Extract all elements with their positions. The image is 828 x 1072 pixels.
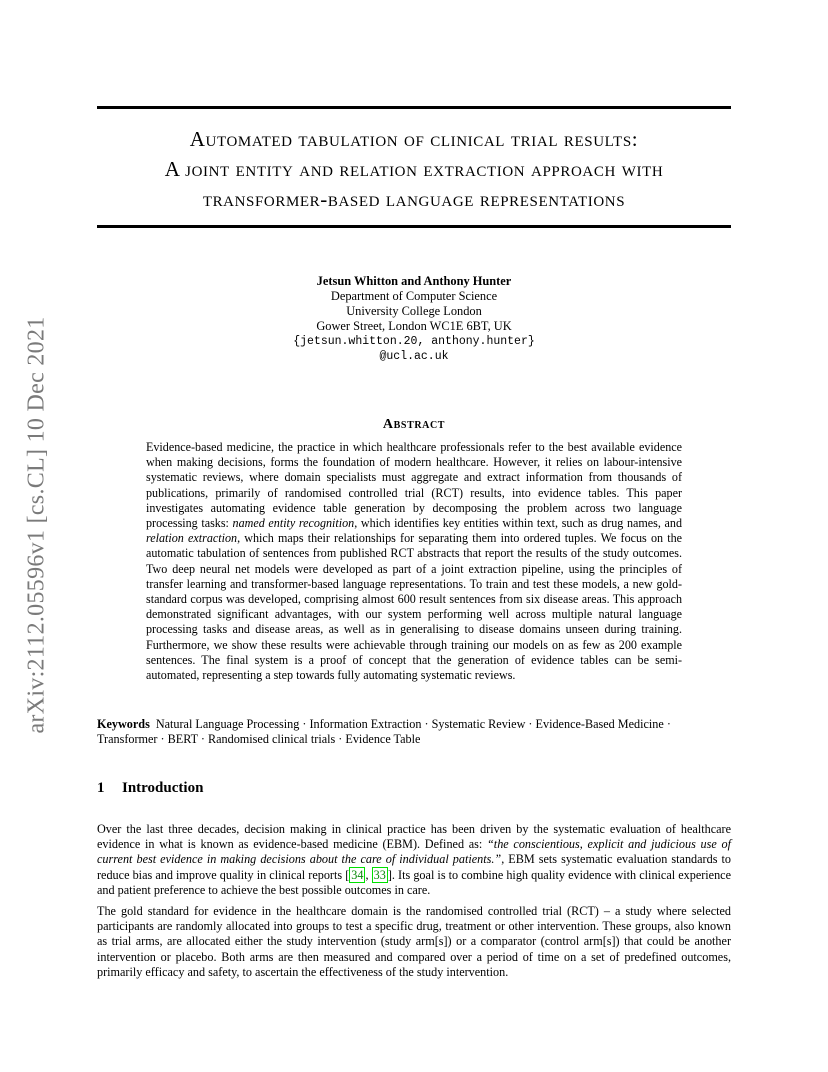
p1-bracket-open: [ (345, 867, 350, 882)
section-number: 1 (97, 780, 105, 796)
citation-link-33[interactable]: 33 (373, 867, 386, 882)
abstract-body (146, 440, 682, 683)
keywords-label: Keywords (97, 717, 150, 731)
title-line-2: A joint entity and relation extraction approach with (164, 157, 664, 181)
p1-quote: “the conscientious, explicit and judicious use of current best evidence in making decisions about the care of individual patients.” (97, 837, 731, 867)
intro-paragraph-2: The gold standard for evidence in the healthcare domain is the randomised controlled trial (RCT) – a study where selected participants are randomly allocated into groups to test a specific drug, treatment or other intervention. These groups, also known as trial arms, are allocated either the study intervention (study arm[s]) or a comparator (control arm[s]) that could be another intervention or placebo. Both arms are then measured and compared over a period of time on a set of predefined outcomes, primarily efficacy and safety, to ascertain the effectiveness of the study intervention. (97, 904, 731, 979)
keywords-block (97, 717, 731, 748)
title-bottom-rule (97, 225, 731, 228)
title-line-1: Automated tabulation of clinical trial results: (189, 127, 639, 151)
author-names: Jetsun Whitton and Anthony Hunter (316, 274, 512, 288)
author-emails-line-1: {jetsun.whitton.20, anthony.hunter} (293, 335, 535, 348)
abstract-text-2: , which identifies key entities within text, such as drug names, and (354, 516, 683, 531)
intro-paragraph-1 (97, 822, 731, 898)
abstract-emphasis-ner: named entity recognition (232, 516, 355, 531)
title-top-rule (97, 106, 731, 109)
p1-text-2: , EBM sets systematic evaluation standards to reduce bias and improve quality in clinical reports (97, 852, 731, 882)
abstract-text-1: Evidence-based medicine, the practice in which healthcare professionals refer to the best available evidence when making decisions, forms the foundation of modern healthcare. However, it relies on labour-intensive systematic reviews, where domain specialists must aggregate and extract information from thousands of publications, primarily of randomised controlled trial (RCT) results, into evidence tables. This paper investigates automating evidence table generation by decomposing the problem across two language processing tasks: (146, 440, 682, 531)
p1-text-3: . Its goal is to combine high quality evidence with clinical experience and patient preference to achieve the best possible outcomes in care. (97, 867, 732, 897)
p1-bracket-close: ] (387, 867, 392, 882)
author-address: Gower Street, London WC1E 6BT, UK (316, 319, 512, 333)
author-block (97, 274, 731, 364)
abstract-text-3: , which maps their relationships for separating them into ordered tuples. We focus on the automatic tabulation of sentences from published RCT abstracts that report the results of the study outcomes. Two deep neural net models were developed as part of a joint extraction pipeline, using the principles of transfer learning and transformer-based language representations. To train and test these models, a new gold-standard corpus was developed, comprising almost 600 result sentences from six disease areas. This approach demonstrated significant advantages, with our system performing well across multiple natural language processing tasks and disease areas, as well as in generalising to disease domains unseen during training. Furthermore, we show these results were achievable through training our models on as few as 200 example sentences. The final system is a proof of concept that the generation of evidence tables can be semi-automated, representing a step towards fully automating systematic reviews. (146, 531, 682, 683)
arxiv-identifier: arXiv:2112.05596v1 [cs.CL] 10 Dec 2021 (23, 316, 50, 734)
section-title: Introduction (122, 780, 204, 796)
abstract-emphasis-re: relation extraction (146, 531, 238, 546)
section-heading-introduction (97, 780, 203, 797)
citation-link-34[interactable]: 34 (351, 867, 364, 882)
p1-cite-separator: , (365, 867, 372, 882)
arxiv-sidebar (0, 0, 80, 1072)
title-line-3: transformer-based language representations (202, 187, 626, 211)
author-emails-line-2: @ucl.ac.uk (379, 350, 449, 363)
author-department: Department of Computer Science (330, 289, 498, 303)
paper-title (97, 124, 731, 214)
keywords-text: Natural Language Processing · Information Extraction · Systematic Review · Evidence-Based Medicine · Transformer · BERT · Randomised clinical trials · Evidence Table (97, 717, 671, 747)
p1-text-1: Over the last three decades, decision making in clinical practice has been driven by the systematic evaluation of healthcare evidence in what is known as evidence-based medicine (EBM). Defined as: (97, 822, 731, 852)
author-university: University College London (346, 304, 482, 318)
abstract-heading: Abstract (382, 417, 446, 432)
